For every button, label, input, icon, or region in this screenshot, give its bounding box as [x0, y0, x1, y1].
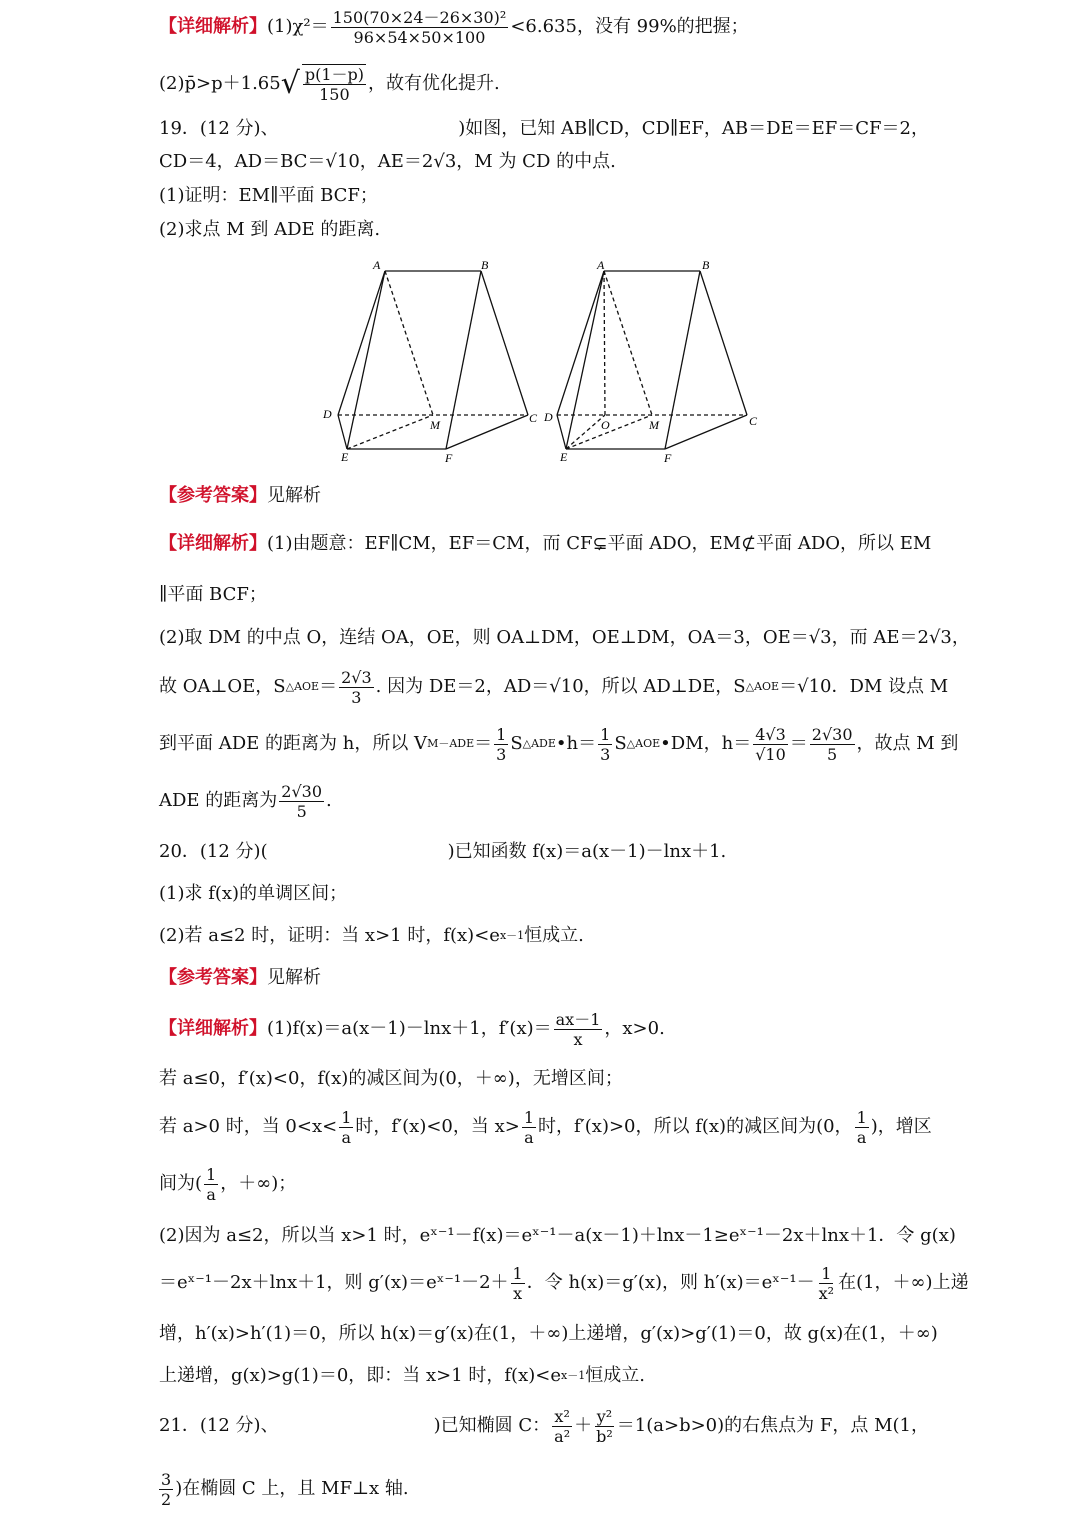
question-20-header: 20．(12 分)( )已知函数 f(x)＝a(x－1)－lnx＋1. [159, 841, 727, 862]
answer-19-reference: 【参考答案】 见解析 [159, 485, 321, 506]
left-labels [322, 258, 538, 465]
svg-text:D: D [323, 407, 332, 421]
answer-20-line2: 若 a≤0，f′(x)<0，f(x)的减区间为(0，＋∞)，无增区间； [159, 1068, 623, 1089]
answer-19-line4: 故 OA⊥OE，S △AOE ＝ $\frac{2√3}{3}$ . 因为 DE＝2，AD＝√10，所以 AD⊥DE，S △AOE ＝√10．DM 设点 M [159, 667, 949, 707]
solution-18-part1: 【详细解析】 (1)χ²＝ $\frac{\text{150(70×24－26×30)²}}{96\times 54\times 50\times 100}$ <6.635，没有 99%的把握； [159, 7, 749, 47]
svg-text:O: O [601, 418, 610, 432]
detail-tag: 【详细解析】 [159, 16, 267, 37]
question-19-part1: (1)证明：EM∥平面 BCF； [159, 185, 378, 206]
svg-text:E: E [560, 450, 568, 464]
question-19-header: 19．(12 分)、 )如图，已知 AB∥CD，CD∥EF，AB＝DE＝EF＝CF＝2， [159, 118, 929, 139]
answer-20-line3: 若 a>0 时，当 0<x< $\frac{1}{a}$ 时，f′(x)<0，当 x> $\frac{1}{a}$ 时，f′(x)>0，所以 f(x)的减区间为(0， $\frac{1}{a}$ )，增区 [159, 1107, 932, 1147]
answer-tag: 【参考答案】 [159, 485, 267, 506]
svg-text:C: C [529, 411, 538, 425]
svg-text:A: A [373, 258, 381, 272]
right-labels [543, 258, 758, 465]
answer-20-line8: 上递增，g(x)>g(1)＝0，即：当 x>1 时，f(x)<e x－1 恒成立. [159, 1365, 645, 1386]
sqrt-fraction: $\frac{p(1-p)}{150}$ [302, 64, 366, 104]
question-19-conditions: CD＝4，AD＝BC＝√10，AE＝2√3，M 为 CD 的中点. [159, 151, 616, 172]
svg-text:A: A [597, 258, 605, 272]
answer-19-line3: (2)取 DM 的中点 O，连结 OA，OE，则 OA⊥DM，OE⊥DM，OA＝3，OE＝√3，而 AE＝2√3， [159, 627, 970, 648]
svg-text:C: C [749, 414, 758, 428]
svg-text:D: D [544, 410, 553, 424]
question-19-part2: (2)求点 M 到 ADE 的距离. [159, 219, 381, 240]
geometry-figure [315, 255, 775, 465]
question-21-header: 21．(12 分)、 )已知椭圆 C： $\frac{\text{x²}}{\text{a²}}$ ＋ $\frac{\text{y²}}{\text{b²}}$ ＝1(a>b>0)的右焦点为 F，点 M(1， [159, 1406, 929, 1446]
svg-text:B: B [702, 258, 710, 272]
chi-square-fraction: $\frac{\text{150(70×24－26×30)²}}{96\times 54\times 50\times 100}$ [332, 7, 507, 47]
answer-19-line1: 【详细解析】 (1)由题意：EF∥CM，EF＝CM，而 CF⊊平面 ADO，EM⊄平面 ADO，所以 EM [159, 533, 932, 554]
answer-20-line6: ＝eˣ⁻¹－2x＋lnx＋1，则 g′(x)＝eˣ⁻¹－2＋ $\frac{1}{x}$ ．令 h(x)＝g′(x)，则 h′(x)＝eˣ⁻¹－ $\frac{1}{\text{x²}}$ 在(1，＋∞)上递 [159, 1263, 969, 1303]
answer-19-line5: 到平面 ADE 的距离为 h，所以 V M－ADE ＝ $\frac{1}{3}$ S △ADE •h＝ $\frac{1}{3}$ S △AOE •DM，h＝ $\frac{4√3}{√10}$ ＝ $\frac{2√30}{5}$ ，故点 M 到 [159, 724, 959, 764]
answer-20-line1: 【详细解析】 (1)f(x)＝a(x－1)－lnx＋1，f′(x)＝ $\frac{ax-1}{x}$ ，x>0. [159, 1009, 665, 1049]
svg-text:F: F [664, 451, 672, 465]
svg-text:E: E [341, 450, 349, 464]
answer-19-line6: ADE 的距离为 $\frac{2√30}{5}$ . [159, 781, 332, 821]
answer-19-line2: ∥平面 BCF； [159, 584, 267, 605]
svg-text:M: M [430, 418, 440, 432]
question-20-part1: (1)求 f(x)的单调区间； [159, 883, 348, 904]
question-21-line2: $\frac{3}{2}$ )在椭圆 C 上，且 MF⊥x 轴. [161, 1469, 409, 1509]
question-20-part2: (2)若 a≤2 时，证明：当 x>1 时，f(x)<e x－1 恒成立. [159, 925, 584, 946]
answer-20-reference: 【参考答案】 见解析 [159, 967, 321, 988]
answer-20-line5: (2)因为 a≤2，所以当 x>1 时，eˣ⁻¹－f(x)＝eˣ⁻¹－a(x－1)＋lnx－1≥eˣ⁻¹－2x＋lnx＋1．令 g(x) [159, 1225, 956, 1246]
svg-text:F: F [445, 451, 453, 465]
svg-text:M: M [649, 418, 659, 432]
answer-20-line7: 增，h′(x)>h′(1)＝0，所以 h(x)＝g′(x)在(1，＋∞)上递增，g′(x)>g′(1)＝0，故 g(x)在(1，＋∞) [159, 1323, 938, 1344]
answer-20-line4: 间为( $\frac{1}{a}$ ，＋∞)； [159, 1164, 297, 1204]
svg-text:B: B [481, 258, 489, 272]
solution-18-part2: (2)p̄>p＋1.65 √ $\frac{p(1-p)}{150}$ ，故有优化提升. [159, 65, 500, 104]
